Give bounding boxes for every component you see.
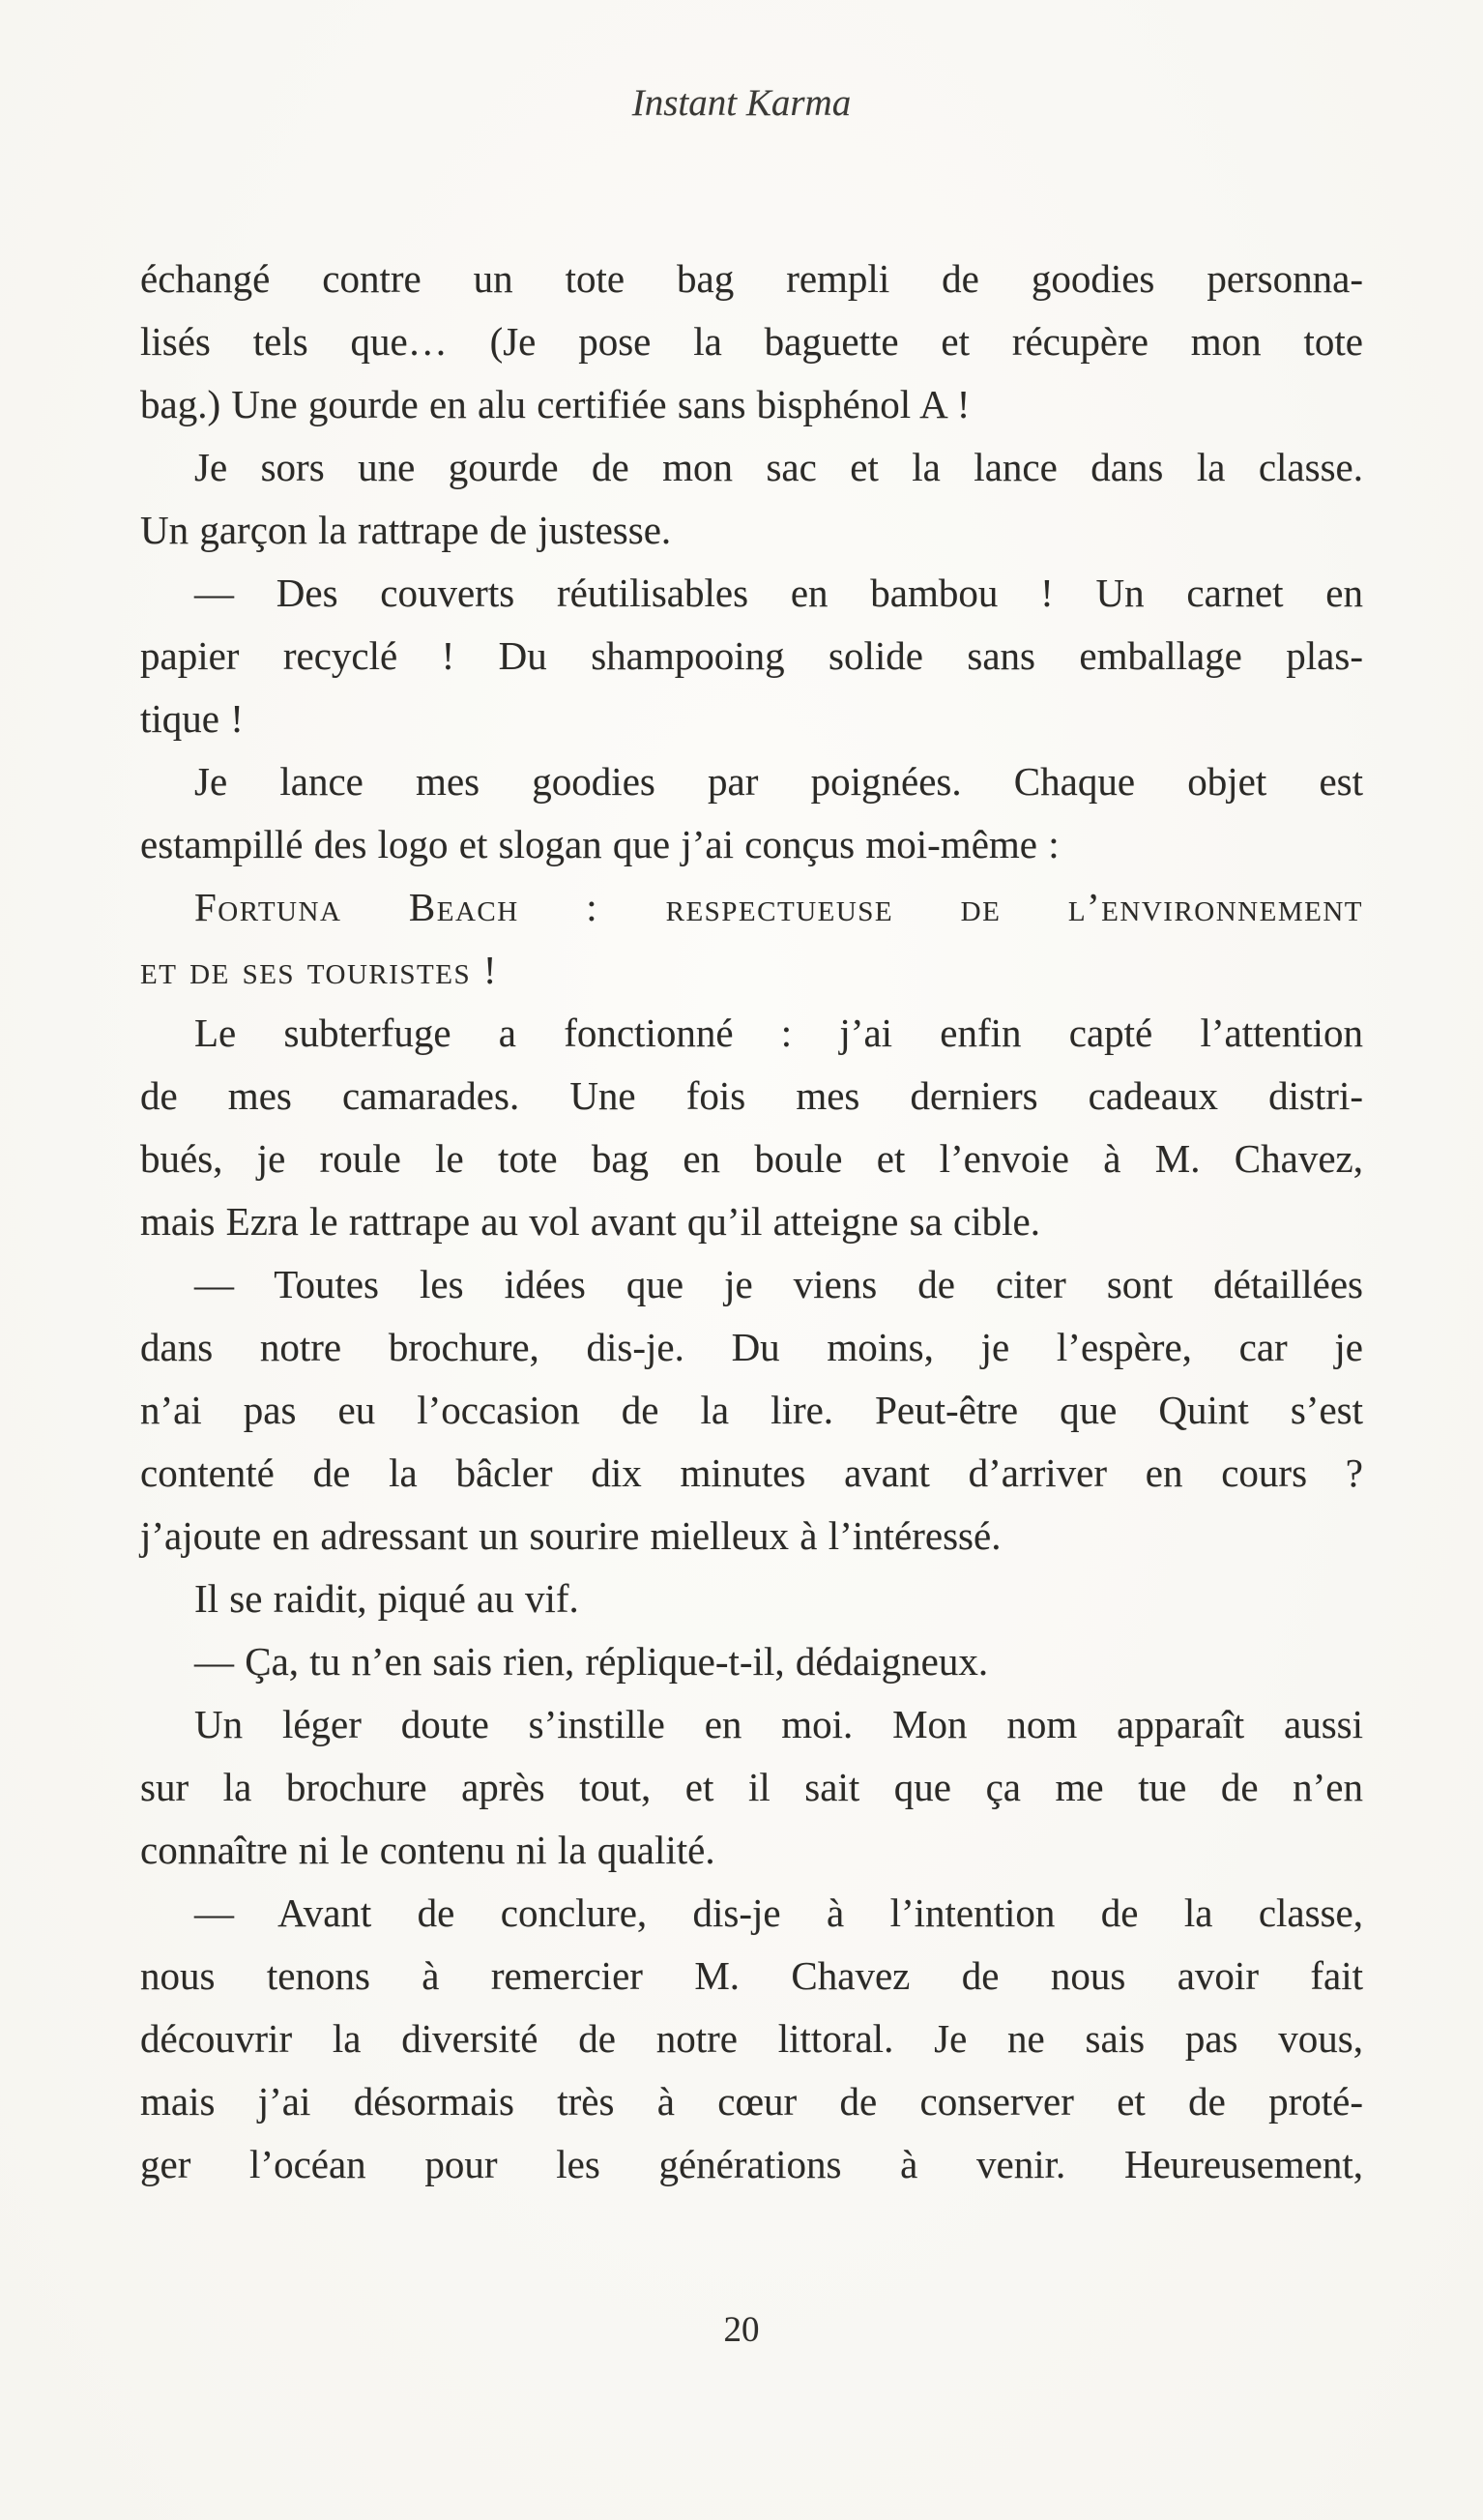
text-line: échangé contre un tote bag rempli de goodies personna- bbox=[140, 256, 1363, 301]
text-line: Le subterfuge a fonctionné : j’ai enfin capté l’attention bbox=[194, 1011, 1363, 1055]
body-text bbox=[140, 248, 1363, 2196]
text-line: sur la brochure après tout, et il sait que ça me tue de n’en bbox=[140, 1765, 1363, 1809]
text-line: — Avant de conclure, dis-je à l’intention de la classe, bbox=[194, 1890, 1363, 1935]
text-line: Fortuna Beach : respectueuse de l’environnement bbox=[194, 885, 1363, 929]
text-line: j’ajoute en adressant un sourire mielleux à l’intéressé. bbox=[140, 1513, 1002, 1558]
text-line: papier recyclé ! Du shampooing solide sans emballage plas- bbox=[140, 633, 1363, 678]
text-line: Je lance mes goodies par poignées. Chaque objet est bbox=[194, 759, 1363, 804]
text-line: Il se raidit, piqué au vif. bbox=[194, 1576, 579, 1621]
text-line: dans notre brochure, dis-je. Du moins, je l’espère, car je bbox=[140, 1325, 1363, 1369]
text-line: Un garçon la rattrape de justesse. bbox=[140, 508, 672, 552]
text-line: estampillé des logo et slogan que j’ai conçus moi-même : bbox=[140, 822, 1060, 866]
text-line: et de ses touristes ! bbox=[140, 948, 498, 992]
text-line: de mes camarades. Une fois mes derniers cadeaux distri- bbox=[140, 1073, 1363, 1118]
text-line: mais Ezra le rattrape au vol avant qu’il atteigne sa cible. bbox=[140, 1199, 1040, 1244]
text-line: mais j’ai désormais très à cœur de conserver et de proté- bbox=[140, 2079, 1363, 2124]
page-number: 20 bbox=[723, 2310, 760, 2350]
text-line: lisés tels que… (Je pose la baguette et récupère mon tote bbox=[140, 319, 1363, 364]
text-line: ger l’océan pour les générations à venir. Heureusement, bbox=[140, 2142, 1363, 2186]
text-line: n’ai pas eu l’occasion de la lire. Peut-être que Quint s’est bbox=[140, 1388, 1363, 1432]
text-line: Un léger doute s’instille en moi. Mon nom apparaît aussi bbox=[194, 1702, 1363, 1746]
running-head: Instant Karma bbox=[631, 82, 852, 124]
text-line: — Toutes les idées que je viens de citer sont détaillées bbox=[194, 1262, 1363, 1306]
text-line: tique ! bbox=[140, 696, 244, 741]
text-line: contenté de la bâcler dix minutes avant d’arriver en cours ? bbox=[140, 1450, 1363, 1495]
text-line: connaître ni le contenu ni la qualité. bbox=[140, 1828, 715, 1872]
text-line: Je sors une gourde de mon sac et la lance dans la classe. bbox=[194, 445, 1363, 489]
text-line: bués, je roule le tote bag en boule et l’envoie à M. Chavez, bbox=[140, 1136, 1363, 1181]
text-line: — Des couverts réutilisables en bambou ! Un carnet en bbox=[194, 571, 1363, 615]
text-line: découvrir la diversité de notre littoral. Je ne sais pas vous, bbox=[140, 2016, 1363, 2061]
text-line: — Ça, tu n’en sais rien, réplique-t-il, dédaigneux. bbox=[194, 1639, 989, 1684]
text-line: nous tenons à remercier M. Chavez de nous avoir fait bbox=[140, 1953, 1363, 1998]
text-line: bag.) Une gourde en alu certifiée sans bisphénol A ! bbox=[140, 382, 971, 426]
